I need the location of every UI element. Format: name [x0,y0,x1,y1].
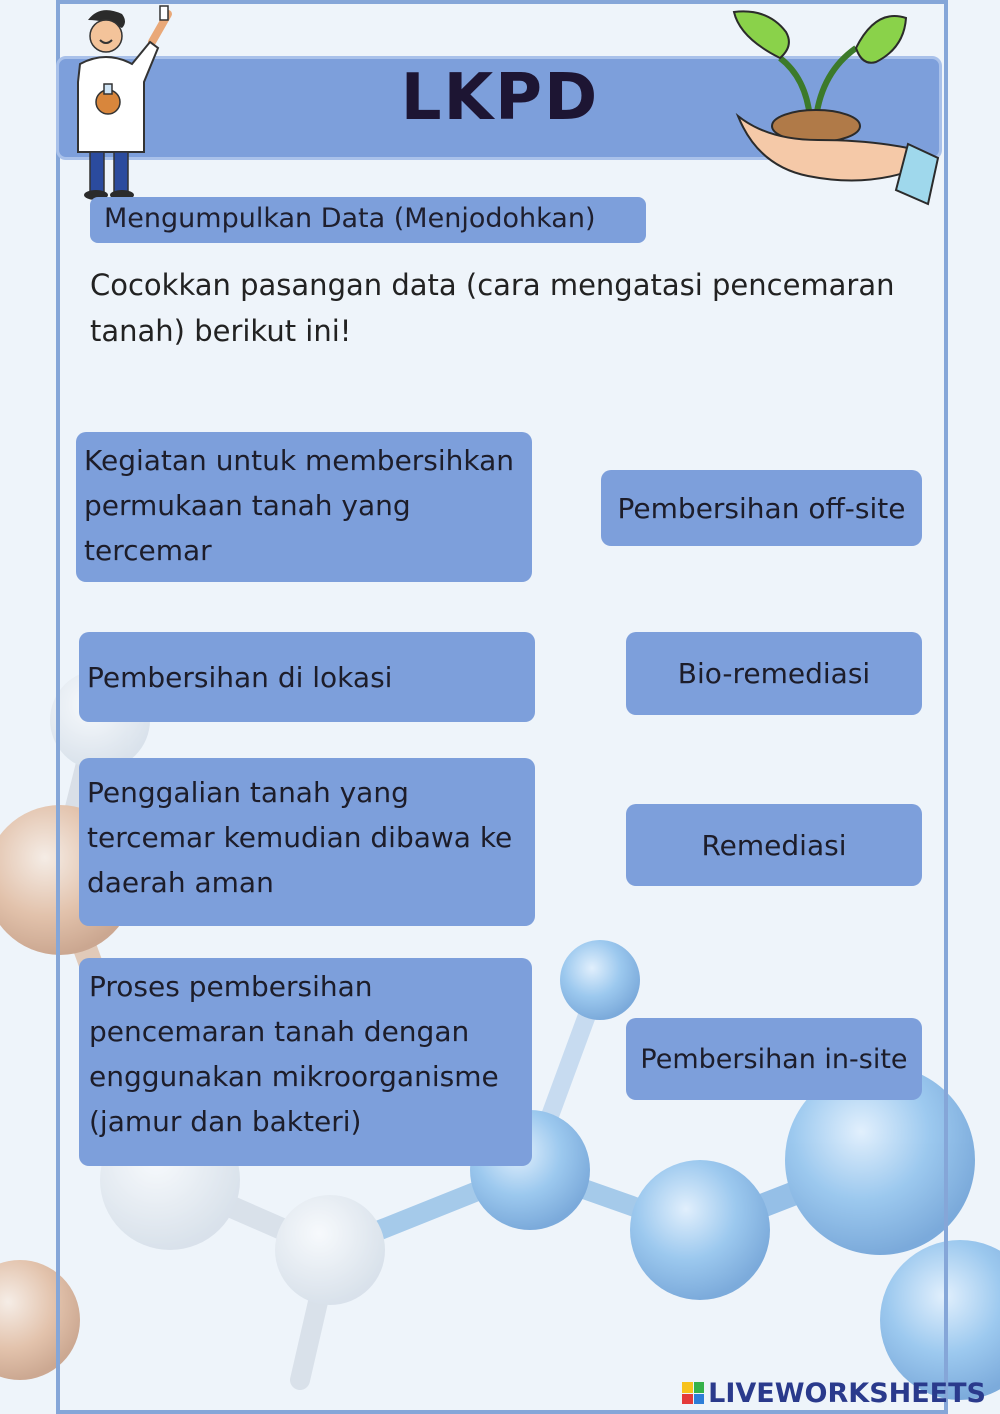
match-left-item[interactable]: Proses pembersihan pencemaran tanah dengan enggunakan mikroorganisme (jamur dan bakteri) [79,958,532,1166]
section-label: Mengumpulkan Data (Menjodohkan) [90,197,646,243]
match-right-item[interactable]: Pembersihan off-site [601,470,922,546]
watermark-text: LIVEWORKSHEETS [708,1377,986,1409]
match-left-item[interactable]: Penggalian tanah yang tercemar kemudian dibawa ke daerah aman [79,758,535,926]
match-right-item[interactable]: Remediasi [626,804,922,886]
instruction-text: Cocokkan pasangan data (cara mengatasi pencemaran tanah) berikut ini! [90,268,895,348]
page-title: LKPD [400,61,600,135]
scientist-illustration [60,2,180,202]
liveworksheets-logo-icon [682,1382,704,1404]
match-right-item[interactable]: Bio-remediasi [626,632,922,715]
match-left-item[interactable]: Pembersihan di lokasi [79,632,535,722]
match-left-item[interactable]: Kegiatan untuk membersihkan permukaan tanah yang tercemar [76,432,532,582]
plant-hand-illustration [732,8,944,208]
liveworksheets-watermark [682,1378,986,1408]
match-right-item[interactable]: Pembersihan in-site [626,1018,922,1100]
